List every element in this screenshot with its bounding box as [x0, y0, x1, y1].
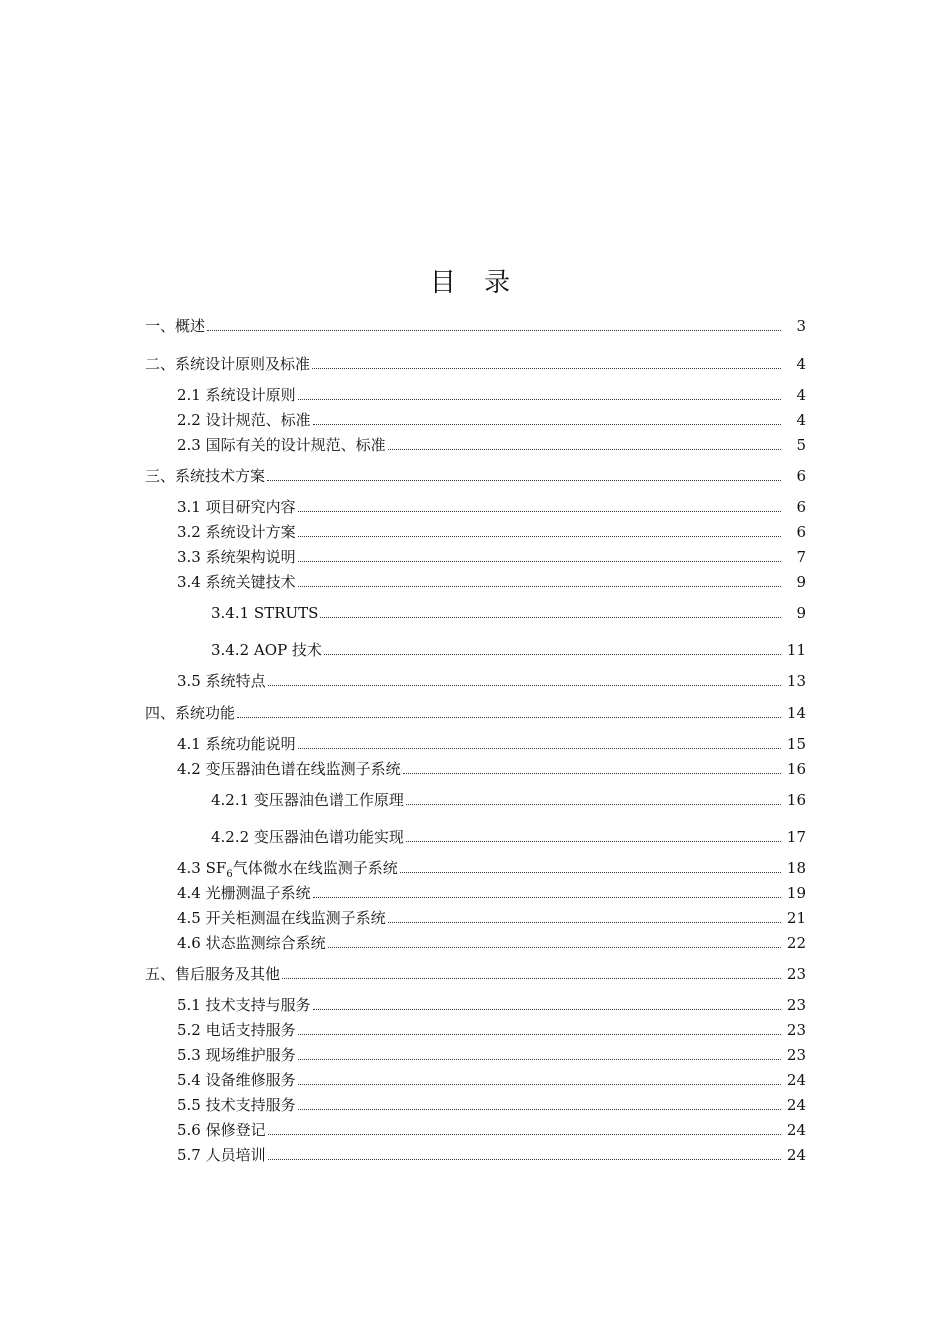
toc-entry[interactable]	[177, 671, 806, 691]
toc-entry[interactable]	[177, 1020, 806, 1040]
toc-entry[interactable]	[177, 1145, 806, 1165]
toc-entry[interactable]	[177, 1095, 806, 1115]
toc-leader-dots	[406, 804, 781, 805]
toc-entry[interactable]	[177, 547, 806, 567]
toc-entry-label: 二、系统设计原则及标准	[145, 355, 311, 373]
toc-entry-page-number: 9	[796, 604, 806, 622]
toc-entry-label-suffix: 气体微水在线监测子系统	[232, 859, 398, 877]
toc-entry-page-number: 9	[796, 573, 806, 591]
toc-entry-label: 3.4 系统关键技术	[177, 573, 296, 591]
toc-entry-label: 5.7 人员培训	[177, 1146, 266, 1164]
toc-entry-page-number: 15	[786, 735, 806, 753]
toc-entry-label: 3.4.1 STRUTS	[211, 604, 319, 622]
toc-entry-page-number: 21	[786, 909, 806, 927]
toc-entry-label: 5.3 现场维护服务	[177, 1046, 296, 1064]
toc-entry[interactable]	[177, 995, 806, 1015]
toc-entry-page-number: 3	[796, 317, 806, 335]
toc-entry-page-number: 4	[796, 355, 806, 373]
toc-entry-page-number: 16	[786, 760, 806, 778]
toc-leader-dots	[312, 368, 781, 369]
toc-entry[interactable]	[145, 354, 806, 374]
toc-entry-page-number: 11	[786, 641, 806, 659]
toc-leader-dots	[298, 1034, 781, 1035]
toc-title: 目 录	[429, 268, 521, 298]
toc-entry-page-number: 24	[786, 1071, 806, 1089]
toc-leader-dots	[324, 654, 781, 655]
toc-entry-label: 3.3 系统架构说明	[177, 548, 296, 566]
toc-entry-label: 5.4 设备维修服务	[177, 1071, 296, 1089]
toc-leader-dots	[400, 872, 781, 873]
toc-entry-page-number: 24	[786, 1121, 806, 1139]
toc-entry-label: 3.2 系统设计方案	[177, 523, 296, 541]
toc-entry-page-number: 16	[786, 791, 806, 809]
toc-entry[interactable]	[177, 385, 806, 405]
toc-entry[interactable]	[177, 759, 806, 779]
toc-entry-label-prefix: 4.3 SF	[177, 859, 227, 877]
toc-leader-dots	[298, 1084, 781, 1085]
toc-leader-dots	[298, 748, 781, 749]
toc-leader-dots	[237, 717, 781, 718]
toc-leader-dots	[388, 922, 781, 923]
toc-entry-page-number: 23	[786, 1046, 806, 1064]
toc-leader-dots	[282, 978, 781, 979]
toc-leader-dots	[207, 330, 781, 331]
toc-entry-label: 3.1 项目研究内容	[177, 498, 296, 516]
toc-entry-label: 4.1 系统功能说明	[177, 735, 296, 753]
toc-entry-label: 5.1 技术支持与服务	[177, 996, 311, 1014]
toc-entry[interactable]	[177, 410, 806, 430]
toc-entry[interactable]	[177, 1045, 806, 1065]
toc-entry-page-number: 23	[786, 1021, 806, 1039]
toc-entry[interactable]	[177, 1120, 806, 1140]
toc-entry-label: 2.3 国际有关的设计规范、标准	[177, 436, 386, 454]
toc-entry[interactable]	[211, 827, 806, 847]
toc-entry-label: 4.4 光栅测温子系统	[177, 884, 311, 902]
toc-entry-label	[177, 858, 398, 885]
toc-entry-label: 5.6 保修登记	[177, 1121, 266, 1139]
toc-entry[interactable]	[177, 522, 806, 542]
toc-entry[interactable]	[211, 790, 806, 810]
toc-leader-dots	[298, 586, 781, 587]
toc-entry-label: 2.2 设计规范、标准	[177, 411, 311, 429]
toc-leader-dots	[298, 1109, 781, 1110]
toc-leader-dots	[267, 480, 781, 481]
toc-leader-dots	[403, 773, 781, 774]
toc-leader-dots	[298, 561, 781, 562]
toc-leader-dots	[268, 1159, 781, 1160]
toc-entry-label: 4.2.2 变压器油色谱功能实现	[211, 828, 404, 846]
toc-leader-dots	[268, 685, 781, 686]
toc-entry[interactable]	[145, 703, 806, 723]
toc-leader-dots	[298, 399, 781, 400]
toc-entry[interactable]	[177, 497, 806, 517]
toc-entry[interactable]	[145, 316, 806, 336]
toc-entry[interactable]	[211, 640, 806, 660]
toc-entry[interactable]	[177, 858, 806, 885]
toc-leader-dots	[406, 841, 781, 842]
toc-entry-label: 5.5 技术支持服务	[177, 1096, 296, 1114]
toc-entry[interactable]	[177, 572, 806, 592]
toc-entry[interactable]	[177, 734, 806, 754]
toc-entry-page-number: 22	[786, 934, 806, 952]
toc-entry[interactable]	[145, 964, 806, 984]
toc-entry-page-number: 6	[796, 498, 806, 516]
toc-leader-dots	[320, 617, 781, 618]
toc-entry-page-number: 23	[786, 965, 806, 983]
toc-entry[interactable]	[211, 603, 806, 623]
toc-entry-page-number: 7	[796, 548, 806, 566]
toc-entry-label: 一、概述	[145, 317, 206, 335]
toc-entry-page-number: 24	[786, 1096, 806, 1114]
toc-entry-label-subscript: 6	[226, 869, 233, 880]
toc-leader-dots	[328, 947, 781, 948]
toc-leader-dots	[313, 897, 781, 898]
toc-entry[interactable]	[177, 883, 806, 903]
toc-leader-dots	[298, 1059, 781, 1060]
toc-entry-label: 2.1 系统设计原则	[177, 386, 296, 404]
toc-leader-dots	[268, 1134, 781, 1135]
toc-entry-page-number: 18	[786, 859, 806, 877]
toc-entry-label: 4.5 开关柜测温在线监测子系统	[177, 909, 386, 927]
toc-entry-page-number: 17	[786, 828, 806, 846]
toc-entry-label: 4.2.1 变压器油色谱工作原理	[211, 791, 404, 809]
toc-entry-page-number: 24	[786, 1146, 806, 1164]
toc-entry[interactable]	[177, 1070, 806, 1090]
toc-entry-page-number: 19	[786, 884, 806, 902]
toc-entry-label: 3.4.2 AOP 技术	[211, 641, 322, 659]
toc-entry[interactable]	[177, 933, 806, 953]
toc-entry-label: 5.2 电话支持服务	[177, 1021, 296, 1039]
toc-leader-dots	[388, 449, 781, 450]
toc-entry[interactable]	[145, 466, 806, 486]
toc-entry[interactable]	[177, 908, 806, 928]
toc-entry-label: 4.2 变压器油色谱在线监测子系统	[177, 760, 401, 778]
toc-leader-dots	[313, 424, 781, 425]
toc-leader-dots	[298, 511, 781, 512]
toc-entry-page-number: 23	[786, 996, 806, 1014]
toc-entry-label: 3.5 系统特点	[177, 672, 266, 690]
toc-entry-page-number: 13	[786, 672, 806, 690]
toc-entry-page-number: 4	[796, 411, 806, 429]
toc-entry-label: 4.6 状态监测综合系统	[177, 934, 326, 952]
toc-entry-page-number: 4	[796, 386, 806, 404]
toc-entry-label: 五、售后服务及其他	[145, 965, 281, 983]
toc-leader-dots	[313, 1009, 781, 1010]
toc-entry-page-number: 6	[796, 523, 806, 541]
toc-entry-page-number: 14	[786, 704, 806, 722]
toc-entry-page-number: 6	[796, 467, 806, 485]
toc-entry-page-number: 5	[796, 436, 806, 454]
toc-entry[interactable]	[177, 435, 806, 455]
toc-entry-label: 四、系统功能	[145, 704, 236, 722]
toc-leader-dots	[298, 536, 781, 537]
toc-entry-label: 三、系统技术方案	[145, 467, 266, 485]
